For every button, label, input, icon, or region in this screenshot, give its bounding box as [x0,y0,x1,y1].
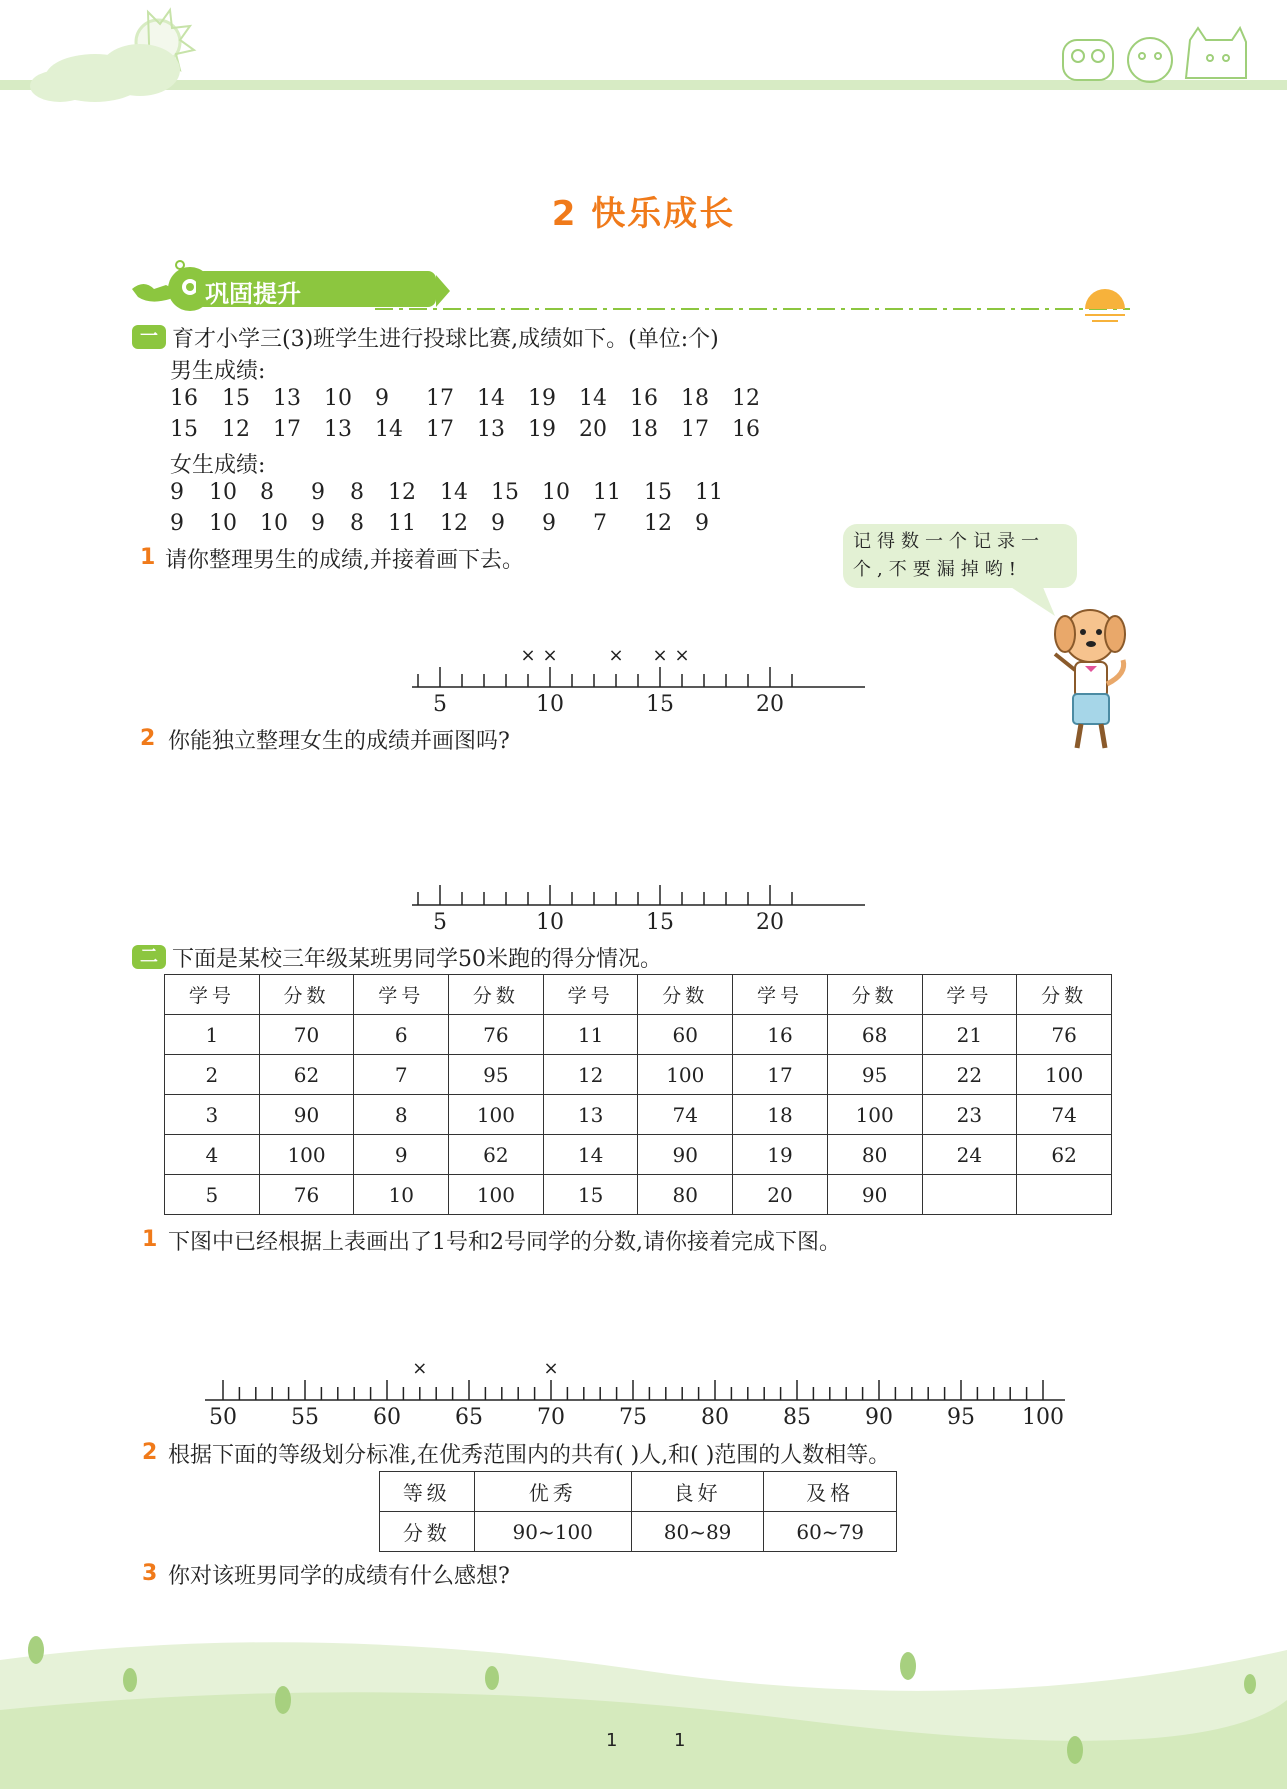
table-header: 优秀 [474,1472,631,1512]
table-cell: 80 [827,1135,922,1175]
axis-tick-label: 5 [433,910,447,935]
score-cell: 9 [491,511,505,536]
score-cell: 9 [170,480,184,505]
table-cell: 1 [165,1015,260,1055]
table-cell: 21 [922,1015,1017,1055]
table-cell: 62 [259,1055,354,1095]
score-cell: 8 [350,480,364,505]
axis-tick-label: 15 [646,692,674,717]
table-cell: 74 [638,1095,733,1135]
axis-tick-label: 55 [291,1405,319,1430]
table-row [380,1472,897,1512]
axis-tick-label: 20 [756,692,784,717]
subquestion-number: 2 [140,726,156,751]
axis-tick-label: 100 [1022,1405,1064,1430]
score-cell: 12 [644,511,672,536]
table-cell: 17 [733,1055,828,1095]
data-mark: × [674,645,690,666]
table-cell [922,1175,1017,1215]
table-cell: 13 [543,1095,638,1135]
table-header: 及格 [764,1472,897,1512]
score-cell: 14 [375,417,403,442]
data-mark: × [608,645,624,666]
data-mark: × [652,645,668,666]
table-cell: 7 [354,1055,449,1095]
table-row [165,1135,1112,1175]
animal-faces-icon [1063,28,1246,82]
score-cell: 17 [681,417,709,442]
table-cell: 19 [733,1135,828,1175]
score-cell: 18 [630,417,658,442]
score-cell: 16 [630,386,658,411]
score-cell: 10 [260,511,288,536]
score-cell: 9 [695,511,709,536]
sunset-icon [1085,289,1125,321]
score-cell: 13 [324,417,352,442]
score-cell: 12 [222,417,250,442]
table-cell: 68 [827,1015,922,1055]
axis-tick-label: 10 [536,910,564,935]
score-table [164,974,1112,1215]
table-header: 分数 [259,975,354,1015]
score-cell: 11 [388,511,416,536]
table-cell: 100 [449,1175,544,1215]
axis-tick-label: 50 [209,1405,237,1430]
score-cell: 15 [222,386,250,411]
table-cell: 60 [638,1015,733,1055]
page-number-right: 1 [674,1730,686,1751]
score-cell: 16 [732,417,760,442]
table-header: 分数 [449,975,544,1015]
score-cell: 12 [732,386,760,411]
table-header: 分数 [827,975,922,1015]
table-cell [1017,1175,1112,1215]
table-cell: 95 [827,1055,922,1095]
speech-bubble: 记得数一个记录一个,不要漏掉哟! [843,524,1077,588]
score-cell: 8 [350,511,364,536]
table-cell: 74 [1017,1095,1112,1135]
subquestion-text: 请你整理男生的成绩,并接着画下去。 [165,548,524,573]
score-cell: 19 [528,386,556,411]
table-header: 学号 [922,975,1017,1015]
subquestion-number: 3 [142,1561,158,1586]
score-cell: 13 [273,386,301,411]
table-cell: 22 [922,1055,1017,1095]
score-cell: 14 [579,386,607,411]
score-cell: 9 [170,511,184,536]
score-cell: 16 [170,386,198,411]
table-cell: 90 [638,1135,733,1175]
subquestion-number: 1 [140,545,156,570]
table-cell: 100 [827,1095,922,1135]
table-header: 学号 [165,975,260,1015]
table-header: 学号 [354,975,449,1015]
score-cell: 11 [695,480,723,505]
score-cell: 9 [311,480,325,505]
page-title: 2 快乐成长 [551,194,736,234]
axis-tick-label: 70 [537,1405,565,1430]
axis-tick-label: 15 [646,910,674,935]
axis-tick-label: 90 [865,1405,893,1430]
score-cell: 11 [593,480,621,505]
question-badge: 一 [132,325,166,349]
axis-tick-label: 10 [536,692,564,717]
score-cell: 10 [209,511,237,536]
table-header: 等级 [380,1472,475,1512]
axis-tick-label: 75 [619,1405,647,1430]
table-cell: 90 [259,1095,354,1135]
score-cell: 14 [477,386,505,411]
score-cell: 7 [593,511,607,536]
data-mark: × [520,645,536,666]
subquestion-text: 你对该班男同学的成绩有什么感想? [168,1564,510,1589]
table-row [165,1175,1112,1215]
table-cell: 5 [165,1175,260,1215]
table-row [380,1512,897,1552]
score-cell: 13 [477,417,505,442]
footer-landscape [0,1620,1287,1789]
header-decoration [0,0,1287,120]
cloud-icon [30,44,180,102]
page-number-left: 1 [606,1730,618,1751]
score-cell: 8 [260,480,274,505]
table-cell: 80 [638,1175,733,1215]
table-cell: 90 [827,1175,922,1215]
score-cell: 10 [209,480,237,505]
section-banner-label: 巩固提升 [205,280,301,308]
table-cell: 3 [165,1095,260,1135]
table-header: 学号 [543,975,638,1015]
score-cell: 10 [324,386,352,411]
grade-table [379,1471,897,1552]
table-header: 分数 [1017,975,1112,1015]
score-cell: 9 [311,511,325,536]
table-cell: 62 [1017,1135,1112,1175]
subquestion-text: 下图中已经根据上表画出了1号和2号同学的分数,请你接着完成下图。 [168,1230,841,1255]
question-badge: 二 [132,945,166,969]
score-cell: 9 [375,386,389,411]
table-row [165,1015,1112,1055]
table-cell: 95 [449,1055,544,1095]
question-prompt: 下面是某校三年级某班男同学50米跑的得分情况。 [172,947,662,972]
table-cell: 100 [449,1095,544,1135]
table-cell: 62 [449,1135,544,1175]
number-line-girls [400,848,880,938]
table-cell: 16 [733,1015,828,1055]
score-cell: 9 [542,511,556,536]
axis-tick-label: 5 [433,692,447,717]
score-cell: 17 [273,417,301,442]
table-header-row [165,975,1112,1015]
table-row [165,1095,1112,1135]
subquestion-text: 你能独立整理女生的成绩并画图吗? [168,729,510,754]
score-cell: 15 [644,480,672,505]
table-cell: 76 [1017,1015,1112,1055]
axis-tick-label: 20 [756,910,784,935]
question-prompt: 育才小学三(3)班学生进行投球比赛,成绩如下。(单位:个) [172,327,719,352]
score-cell: 15 [170,417,198,442]
table-cell: 76 [449,1015,544,1055]
table-cell: 9 [354,1135,449,1175]
score-cell: 19 [528,417,556,442]
table-cell: 100 [1017,1055,1112,1095]
table-cell: 24 [922,1135,1017,1175]
score-cell: 14 [440,480,468,505]
table-cell: 14 [543,1135,638,1175]
table-cell: 70 [259,1015,354,1055]
score-cell: 12 [440,511,468,536]
table-cell: 100 [259,1135,354,1175]
score-cell: 17 [426,417,454,442]
table-cell: 80~89 [631,1512,764,1552]
table-cell: 23 [922,1095,1017,1135]
table-cell: 15 [543,1175,638,1215]
subquestion-number: 2 [142,1440,158,1465]
data-mark: × [543,1358,559,1379]
axis-tick-label: 65 [455,1405,483,1430]
table-row [165,1055,1112,1095]
axis-tick-label: 60 [373,1405,401,1430]
axis-tick-label: 95 [947,1405,975,1430]
table-cell: 20 [733,1175,828,1215]
score-cell: 12 [388,480,416,505]
subquestion-number: 1 [142,1227,158,1252]
table-cell: 12 [543,1055,638,1095]
table-cell: 76 [259,1175,354,1215]
girls-label: 女生成绩: [170,453,266,478]
data-mark: × [412,1358,428,1379]
table-cell: 8 [354,1095,449,1135]
table-header: 分数 [638,975,733,1015]
table-cell: 18 [733,1095,828,1135]
boys-label: 男生成绩: [170,359,266,384]
table-header: 良好 [631,1472,764,1512]
score-cell: 18 [681,386,709,411]
table-cell: 6 [354,1015,449,1055]
table-cell: 90~100 [474,1512,631,1552]
table-header: 学号 [733,975,828,1015]
score-cell: 17 [426,386,454,411]
axis-tick-label: 85 [783,1405,811,1430]
number-line-scores [195,1340,1075,1435]
table-cell: 分数 [380,1512,475,1552]
score-cell: 20 [579,417,607,442]
table-cell: 60~79 [764,1512,897,1552]
table-cell: 11 [543,1015,638,1055]
dog-mascot-icon [1045,604,1135,754]
table-cell: 4 [165,1135,260,1175]
table-cell: 10 [354,1175,449,1215]
score-cell: 10 [542,480,570,505]
subquestion-text: 根据下面的等级划分标准,在优秀范围内的共有( )人,和( )范围的人数相等。 [168,1443,891,1468]
data-mark: × [542,645,558,666]
axis-tick-label: 80 [701,1405,729,1430]
number-line-boys [400,630,880,720]
table-cell: 2 [165,1055,260,1095]
table-cell: 100 [638,1055,733,1095]
score-cell: 15 [491,480,519,505]
